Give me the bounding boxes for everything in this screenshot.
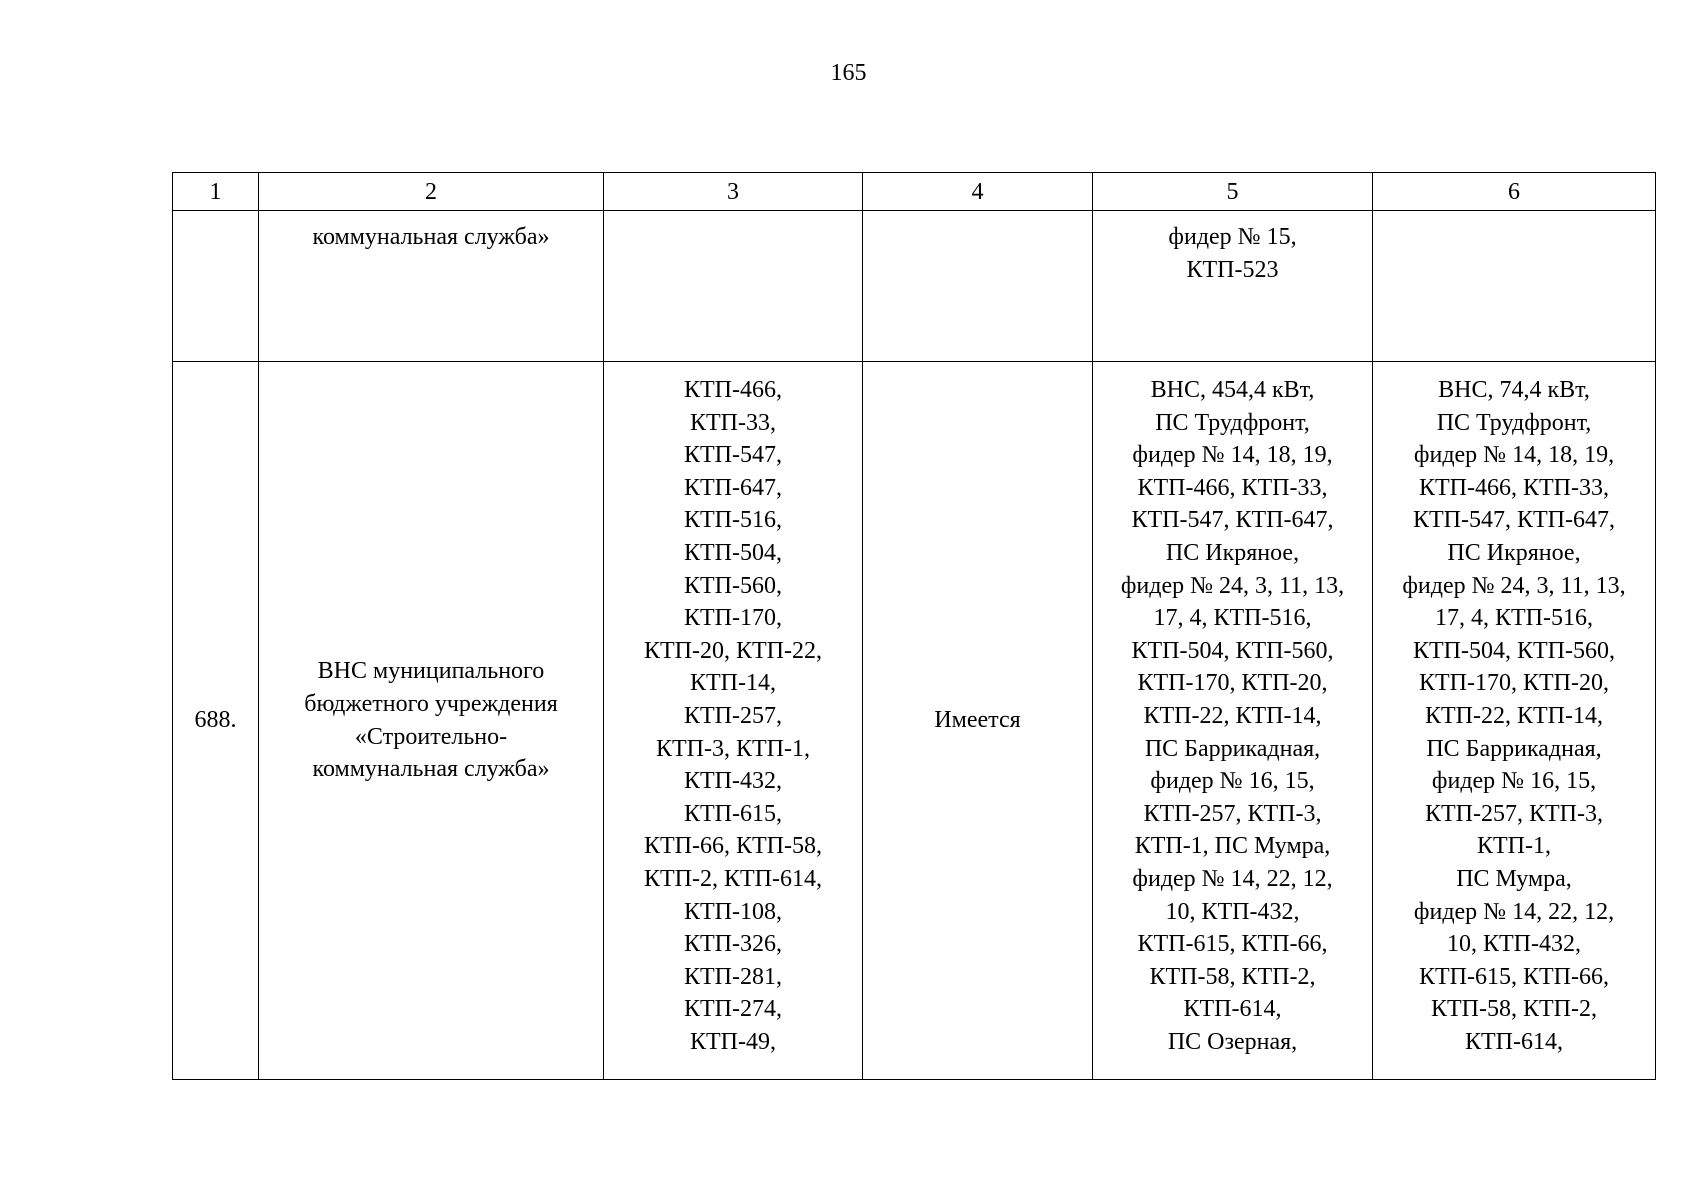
data-table <box>172 172 1656 1080</box>
entry-cell-supply-main: ВНС, 454,4 кВт, ПС Трудфронт, фидер № 14, 18, 19, КТП-466, КТП-33, КТП-547, КТП-647, ПС Икряное, фидер № 24, 3, 11, 13, 17, 4, КТП-516, КТП-504, КТП-560, КТП-170, КТП-20, КТП-22, КТП-14, ПС Баррикадная, фидер № 16, 15, КТП-257, КТП-3, КТП-1, ПС Мумра, фидер № 14, 22, 12, 10, КТП-432, КТП-615, КТП-66, КТП-58, КТП-2, КТП-614, ПС Озерная, <box>1093 362 1373 1080</box>
cont-cell-name: коммунальная служба» <box>259 211 604 362</box>
entry-cell-substations: КТП-466, КТП-33, КТП-547, КТП-647, КТП-516, КТП-504, КТП-560, КТП-170, КТП-20, КТП-22, КТП-14, КТП-257, КТП-3, КТП-1, КТП-432, КТП-615, КТП-66, КТП-58, КТП-2, КТП-614, КТП-108, КТП-326, КТП-281, КТП-274, КТП-49, <box>604 362 863 1080</box>
cont-cell-availability <box>863 211 1093 362</box>
header-cell-1: 1 <box>173 173 259 211</box>
header-cell-3: 3 <box>604 173 863 211</box>
cont-cell-number <box>173 211 259 362</box>
entry-cell-supply-reserve: ВНС, 74,4 кВт, ПС Трудфронт, фидер № 14, 18, 19, КТП-466, КТП-33, КТП-547, КТП-647, ПС Икряное, фидер № 24, 3, 11, 13, 17, 4, КТП-516, КТП-504, КТП-560, КТП-170, КТП-20, КТП-22, КТП-14, ПС Баррикадная, фидер № 16, 15, КТП-257, КТП-3, КТП-1, ПС Мумра, фидер № 14, 22, 12, 10, КТП-432, КТП-615, КТП-66, КТП-58, КТП-2, КТП-614, <box>1373 362 1656 1080</box>
table-row-688 <box>173 362 1656 1080</box>
header-cell-4: 4 <box>863 173 1093 211</box>
entry-cell-availability: Имеется <box>863 362 1093 1080</box>
header-cell-6: 6 <box>1373 173 1656 211</box>
cont-cell-supply-reserve <box>1373 211 1656 362</box>
table-row-continuation <box>173 211 1656 362</box>
entry-cell-number: 688. <box>173 362 259 1080</box>
header-cell-2: 2 <box>259 173 604 211</box>
table-header-row <box>173 173 1656 211</box>
cont-cell-supply-main: фидер № 15, КТП-523 <box>1093 211 1373 362</box>
entry-cell-name: ВНС муниципального бюджетного учреждения «Строительно- коммунальная служба» <box>259 362 604 1080</box>
header-cell-5: 5 <box>1093 173 1373 211</box>
page-number: 165 <box>830 60 867 86</box>
cont-cell-substations <box>604 211 863 362</box>
